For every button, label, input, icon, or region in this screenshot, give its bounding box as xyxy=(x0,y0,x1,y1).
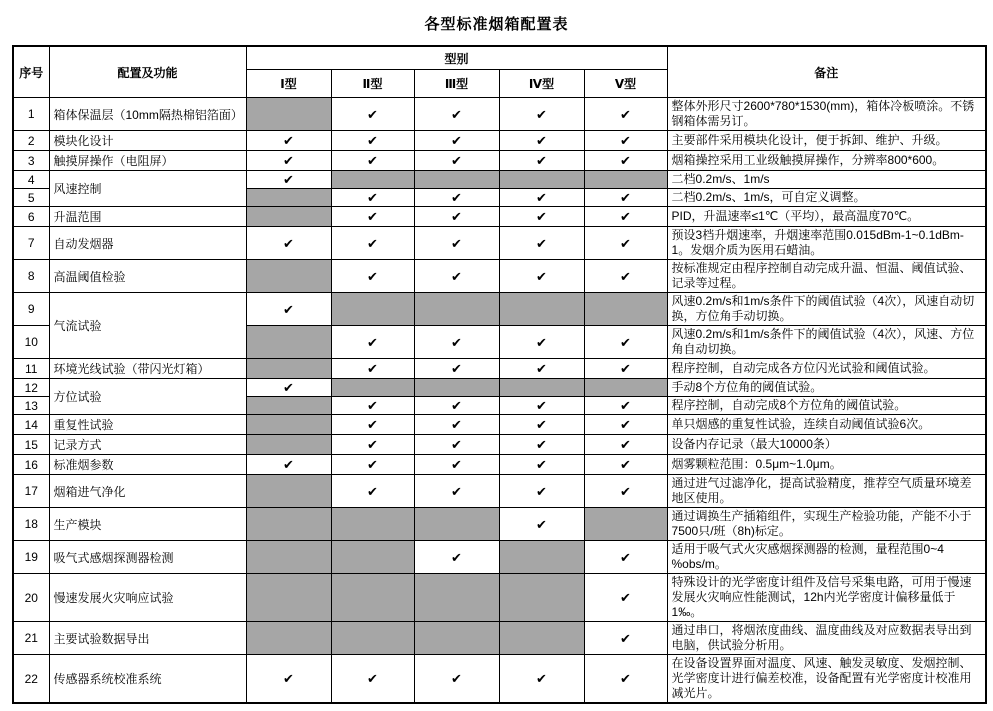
type-cell-shaded xyxy=(246,435,331,455)
type-cell-shaded xyxy=(331,171,414,189)
type-cell-check xyxy=(331,189,414,207)
check-icon: ✔ xyxy=(536,437,547,452)
type-cell-check xyxy=(331,475,414,508)
remark-cell: 二档0.2m/s、1m/s xyxy=(667,171,986,189)
type-cell-check xyxy=(331,207,414,227)
check-icon: ✔ xyxy=(283,172,294,187)
config-name: 吸气式感烟探测器检测 xyxy=(49,541,246,574)
check-icon: ✔ xyxy=(536,671,547,686)
type-cell-check xyxy=(584,260,667,293)
row-index: 8 xyxy=(13,260,49,293)
check-icon: ✔ xyxy=(451,417,462,432)
type-cell-shaded xyxy=(584,171,667,189)
type-cell-check xyxy=(414,415,499,435)
check-icon: ✔ xyxy=(620,630,631,646)
type-cell-check xyxy=(499,207,584,227)
type-cell-shaded xyxy=(499,171,584,189)
type-cell-shaded xyxy=(499,293,584,326)
check-icon: ✔ xyxy=(536,361,547,376)
type-cell-check xyxy=(584,359,667,379)
type-cell-check xyxy=(331,326,414,359)
row-index: 21 xyxy=(13,622,49,655)
check-icon: ✔ xyxy=(536,457,547,472)
table-row xyxy=(13,131,986,151)
type-cell-check xyxy=(331,131,414,151)
type-cell-shaded xyxy=(331,574,414,622)
remark-cell: 设备内存记录（最大10000条） xyxy=(667,435,986,455)
type-cell-check xyxy=(331,260,414,293)
check-icon: ✔ xyxy=(620,361,631,376)
type-cell-check xyxy=(499,455,584,475)
type-cell-check xyxy=(499,397,584,415)
table-row xyxy=(13,655,986,704)
table-header xyxy=(13,46,986,98)
table-row xyxy=(13,98,986,131)
check-icon: ✔ xyxy=(451,334,462,350)
type-cell-check xyxy=(414,207,499,227)
type-cell-check xyxy=(584,151,667,171)
check-icon: ✔ xyxy=(620,268,631,284)
row-index: 12 xyxy=(13,379,49,397)
type-cell-shaded xyxy=(246,98,331,131)
remark-cell: PID，升温速率≤1℃（平均），最高温度70℃。 xyxy=(667,207,986,227)
check-icon: ✔ xyxy=(367,133,378,148)
type-cell-check xyxy=(584,397,667,415)
type-cell-shaded xyxy=(331,508,414,541)
row-index: 20 xyxy=(13,574,49,622)
header-type-5: Ⅴ型 xyxy=(584,70,667,98)
header-type-1: Ⅰ型 xyxy=(246,70,331,98)
type-cell-shaded xyxy=(246,508,331,541)
remark-cell: 按标准规定由程序控制自动完成升温、恒温、阈值试验、记录等过程。 xyxy=(667,260,986,293)
type-cell-shaded xyxy=(246,359,331,379)
type-cell-check xyxy=(246,151,331,171)
type-cell-shaded xyxy=(246,475,331,508)
check-icon: ✔ xyxy=(620,417,631,432)
row-index: 14 xyxy=(13,415,49,435)
check-icon: ✔ xyxy=(283,153,294,168)
remark-cell: 适用于吸气式火灾感烟探测器的检测，量程范围0~4 %obs/m。 xyxy=(667,541,986,574)
check-icon: ✔ xyxy=(536,334,547,350)
remark-cell: 二档0.2m/s、1m/s，可自定义调整。 xyxy=(667,189,986,207)
type-cell-check xyxy=(584,415,667,435)
type-cell-check xyxy=(246,655,331,704)
type-cell-shaded xyxy=(584,293,667,326)
type-cell-check xyxy=(414,227,499,260)
check-icon: ✔ xyxy=(620,153,631,168)
type-cell-shaded xyxy=(331,541,414,574)
type-cell-check xyxy=(499,415,584,435)
check-icon: ✔ xyxy=(620,209,631,224)
type-cell-check xyxy=(414,397,499,415)
type-cell-check xyxy=(246,379,331,397)
row-index: 15 xyxy=(13,435,49,455)
check-icon: ✔ xyxy=(620,549,631,565)
check-icon: ✔ xyxy=(283,457,294,472)
table-row xyxy=(13,415,986,435)
type-cell-shaded xyxy=(246,189,331,207)
type-cell-check xyxy=(246,131,331,151)
type-cell-shaded xyxy=(331,293,414,326)
type-cell-check xyxy=(584,655,667,704)
check-icon: ✔ xyxy=(367,268,378,284)
check-icon: ✔ xyxy=(536,153,547,168)
check-icon: ✔ xyxy=(620,590,631,605)
remark-cell: 预设3档升烟速率，升烟速率范围0.015dBm-1~0.1dBm-1。发烟介质为医用石蜡油。 xyxy=(667,227,986,260)
check-icon: ✔ xyxy=(536,417,547,432)
table-row xyxy=(13,455,986,475)
remark-cell: 风速0.2m/s和1m/s条件下的阈值试验（4次），风速自动切换，方位角手动切换。 xyxy=(667,293,986,326)
row-index: 11 xyxy=(13,359,49,379)
type-cell-shaded xyxy=(246,260,331,293)
table-row xyxy=(13,171,986,189)
table-row xyxy=(13,293,986,326)
type-cell-check xyxy=(414,435,499,455)
type-cell-check xyxy=(499,359,584,379)
standard-smoke-chamber-config-table xyxy=(12,45,987,704)
type-cell-check xyxy=(499,227,584,260)
header-remark: 备注 xyxy=(667,46,986,98)
row-index: 19 xyxy=(13,541,49,574)
table-body xyxy=(13,98,986,704)
remark-cell: 风速0.2m/s和1m/s条件下的阈值试验（4次），风速、方位角自动切换。 xyxy=(667,326,986,359)
check-icon: ✔ xyxy=(620,671,631,686)
header-index: 序号 xyxy=(13,46,49,98)
check-icon: ✔ xyxy=(367,334,378,350)
check-icon: ✔ xyxy=(451,209,462,224)
type-cell-shaded xyxy=(584,379,667,397)
row-index: 3 xyxy=(13,151,49,171)
table-row xyxy=(13,541,986,574)
type-cell-check xyxy=(584,622,667,655)
check-icon: ✔ xyxy=(451,190,462,205)
check-icon: ✔ xyxy=(451,549,462,565)
type-cell-check xyxy=(414,359,499,379)
type-cell-shaded xyxy=(414,574,499,622)
type-cell-shaded xyxy=(331,622,414,655)
check-icon: ✔ xyxy=(536,190,547,205)
check-icon: ✔ xyxy=(620,133,631,148)
check-icon: ✔ xyxy=(367,437,378,452)
table-row xyxy=(13,379,986,397)
config-name: 传感器系统校准系统 xyxy=(49,655,246,704)
config-name: 环境光线试验（带闪光灯箱） xyxy=(49,359,246,379)
check-icon: ✔ xyxy=(451,268,462,284)
type-cell-check xyxy=(331,655,414,704)
type-cell-shaded xyxy=(246,622,331,655)
type-cell-check xyxy=(584,574,667,622)
row-index: 4 xyxy=(13,171,49,189)
check-icon: ✔ xyxy=(536,106,547,122)
type-cell-shaded xyxy=(414,508,499,541)
check-icon: ✔ xyxy=(536,235,547,251)
type-cell-check xyxy=(414,655,499,704)
type-cell-check xyxy=(331,455,414,475)
table-row xyxy=(13,260,986,293)
type-cell-shaded xyxy=(414,622,499,655)
type-cell-check xyxy=(499,189,584,207)
remark-cell: 程序控制，自动完成各方位闪光试验和阈值试验。 xyxy=(667,359,986,379)
type-cell-shaded xyxy=(331,379,414,397)
row-index: 9 xyxy=(13,293,49,326)
type-cell-check xyxy=(584,435,667,455)
table-row xyxy=(13,151,986,171)
row-index: 10 xyxy=(13,326,49,359)
check-icon: ✔ xyxy=(367,235,378,251)
type-cell-check xyxy=(414,541,499,574)
type-cell-check xyxy=(499,131,584,151)
type-cell-check xyxy=(414,151,499,171)
type-cell-check xyxy=(584,98,667,131)
remark-cell: 手动8个方位角的阈值试验。 xyxy=(667,379,986,397)
check-icon: ✔ xyxy=(620,334,631,350)
check-icon: ✔ xyxy=(367,106,378,122)
remark-cell: 烟箱操控采用工业级触摸屏操作，分辨率800*600。 xyxy=(667,151,986,171)
type-cell-check xyxy=(414,326,499,359)
table-row xyxy=(13,574,986,622)
type-cell-check xyxy=(499,655,584,704)
type-cell-shaded xyxy=(414,171,499,189)
type-cell-check xyxy=(584,227,667,260)
type-cell-check xyxy=(246,171,331,189)
config-name: 触摸屏操作（电阻屏） xyxy=(49,151,246,171)
table-row xyxy=(13,435,986,455)
table-row xyxy=(13,227,986,260)
type-cell-shaded xyxy=(246,397,331,415)
table-row xyxy=(13,508,986,541)
config-name: 气流试验 xyxy=(49,293,246,359)
config-name: 烟箱进气净化 xyxy=(49,475,246,508)
check-icon: ✔ xyxy=(620,457,631,472)
header-config: 配置及功能 xyxy=(49,46,246,98)
config-name: 生产模块 xyxy=(49,508,246,541)
check-icon: ✔ xyxy=(451,398,462,413)
type-cell-check xyxy=(584,131,667,151)
check-icon: ✔ xyxy=(620,106,631,122)
check-icon: ✔ xyxy=(283,380,294,395)
row-index: 18 xyxy=(13,508,49,541)
config-name: 高温阈值检验 xyxy=(49,260,246,293)
type-cell-check xyxy=(499,98,584,131)
remark-cell: 整体外形尺寸2600*780*1530(mm)，箱体冷板喷涂。不锈钢箱体需另订。 xyxy=(667,98,986,131)
check-icon: ✔ xyxy=(367,457,378,472)
type-cell-check xyxy=(331,359,414,379)
header-type-2: Ⅱ型 xyxy=(331,70,414,98)
type-cell-check xyxy=(331,151,414,171)
check-icon: ✔ xyxy=(367,671,378,686)
check-icon: ✔ xyxy=(367,190,378,205)
remark-cell: 通过进气过滤净化，提高试验精度，推荐空气质量环境差地区使用。 xyxy=(667,475,986,508)
type-cell-shaded xyxy=(246,207,331,227)
row-index: 6 xyxy=(13,207,49,227)
header-row-top xyxy=(13,46,986,70)
config-name: 风速控制 xyxy=(49,171,246,207)
config-name: 慢速发展火灾响应试验 xyxy=(49,574,246,622)
type-cell-shaded xyxy=(499,379,584,397)
type-cell-shaded xyxy=(246,541,331,574)
config-name: 主要试验数据导出 xyxy=(49,622,246,655)
check-icon: ✔ xyxy=(620,483,631,499)
type-cell-check xyxy=(584,189,667,207)
remark-cell: 通过串口，将烟浓度曲线、温度曲线及对应数据表导出到电脑，供试验分析用。 xyxy=(667,622,986,655)
check-icon: ✔ xyxy=(536,398,547,413)
header-type-group: 型别 xyxy=(246,46,667,70)
remark-cell: 单只烟感的重复性试验，连续自动阈值试验6次。 xyxy=(667,415,986,435)
type-cell-check xyxy=(584,475,667,508)
type-cell-shaded xyxy=(414,379,499,397)
check-icon: ✔ xyxy=(451,671,462,686)
type-cell-check xyxy=(331,435,414,455)
check-icon: ✔ xyxy=(451,457,462,472)
type-cell-shaded xyxy=(246,326,331,359)
remark-cell: 在设备设置界面对温度、风速、触发灵敏度、发烟控制、光学密度计进行偏差校准，设备配置有光学密度计校准用减光片。 xyxy=(667,655,986,704)
check-icon: ✔ xyxy=(283,235,294,251)
type-cell-check xyxy=(584,541,667,574)
check-icon: ✔ xyxy=(620,398,631,413)
remark-cell: 通过调换生产插箱组件，实现生产检验功能，产能不小于7500只/班（8h)标定。 xyxy=(667,508,986,541)
check-icon: ✔ xyxy=(283,133,294,148)
check-icon: ✔ xyxy=(536,483,547,499)
type-cell-check xyxy=(499,508,584,541)
remark-cell: 程序控制，自动完成8个方位角的阈值试验。 xyxy=(667,397,986,415)
remark-cell: 烟雾颗粒范围：0.5μm~1.0μm。 xyxy=(667,455,986,475)
row-index: 7 xyxy=(13,227,49,260)
config-name: 自动发烟器 xyxy=(49,227,246,260)
check-icon: ✔ xyxy=(451,483,462,499)
type-cell-check xyxy=(499,435,584,455)
config-name: 重复性试验 xyxy=(49,415,246,435)
table-row xyxy=(13,475,986,508)
type-cell-check xyxy=(414,131,499,151)
check-icon: ✔ xyxy=(451,437,462,452)
check-icon: ✔ xyxy=(536,516,547,532)
type-cell-check xyxy=(499,326,584,359)
check-icon: ✔ xyxy=(451,133,462,148)
check-icon: ✔ xyxy=(620,437,631,452)
config-name: 方位试验 xyxy=(49,379,246,415)
type-cell-shaded xyxy=(246,574,331,622)
config-name: 记录方式 xyxy=(49,435,246,455)
type-cell-check xyxy=(331,227,414,260)
config-name: 标准烟参数 xyxy=(49,455,246,475)
check-icon: ✔ xyxy=(536,209,547,224)
type-cell-shaded xyxy=(414,293,499,326)
config-name: 升温范围 xyxy=(49,207,246,227)
type-cell-check xyxy=(499,260,584,293)
check-icon: ✔ xyxy=(367,483,378,499)
type-cell-shaded xyxy=(246,415,331,435)
check-icon: ✔ xyxy=(367,361,378,376)
row-index: 16 xyxy=(13,455,49,475)
check-icon: ✔ xyxy=(367,398,378,413)
type-cell-shaded xyxy=(584,508,667,541)
check-icon: ✔ xyxy=(367,153,378,168)
check-icon: ✔ xyxy=(451,153,462,168)
type-cell-check xyxy=(331,415,414,435)
row-index: 5 xyxy=(13,189,49,207)
check-icon: ✔ xyxy=(367,209,378,224)
check-icon: ✔ xyxy=(536,268,547,284)
type-cell-check xyxy=(246,293,331,326)
check-icon: ✔ xyxy=(620,235,631,251)
check-icon: ✔ xyxy=(451,106,462,122)
type-cell-shaded xyxy=(499,622,584,655)
type-cell-check xyxy=(331,98,414,131)
row-index: 13 xyxy=(13,397,49,415)
type-cell-check xyxy=(584,455,667,475)
header-type-4: Ⅳ型 xyxy=(499,70,584,98)
type-cell-check xyxy=(499,151,584,171)
type-cell-check xyxy=(331,397,414,415)
header-type-3: Ⅲ型 xyxy=(414,70,499,98)
check-icon: ✔ xyxy=(536,133,547,148)
type-cell-check xyxy=(246,227,331,260)
check-icon: ✔ xyxy=(620,190,631,205)
type-cell-check xyxy=(414,189,499,207)
check-icon: ✔ xyxy=(451,235,462,251)
table-row xyxy=(13,359,986,379)
row-index: 1 xyxy=(13,98,49,131)
type-cell-check xyxy=(414,455,499,475)
table-row xyxy=(13,207,986,227)
type-cell-check xyxy=(414,260,499,293)
type-cell-check xyxy=(414,98,499,131)
page-title: 各型标准烟箱配置表 xyxy=(424,16,569,33)
check-icon: ✔ xyxy=(367,417,378,432)
type-cell-check xyxy=(414,475,499,508)
type-cell-check xyxy=(584,207,667,227)
row-index: 2 xyxy=(13,131,49,151)
row-index: 22 xyxy=(13,655,49,704)
type-cell-check xyxy=(246,455,331,475)
type-cell-shaded xyxy=(499,541,584,574)
remark-cell: 主要部件采用模块化设计，便于拆卸、维护、升级。 xyxy=(667,131,986,151)
remark-cell: 特殊设计的光学密度计组件及信号采集电路，可用于慢速发展火灾响应性能测试，12h内光学密度计偏移量低于1‰。 xyxy=(667,574,986,622)
row-index: 17 xyxy=(13,475,49,508)
type-cell-shaded xyxy=(499,574,584,622)
table-row xyxy=(13,622,986,655)
check-icon: ✔ xyxy=(451,361,462,376)
check-icon: ✔ xyxy=(283,671,294,686)
type-cell-check xyxy=(499,475,584,508)
config-name: 箱体保温层（10mm隔热棉铝箔面） xyxy=(49,98,246,131)
config-name: 模块化设计 xyxy=(49,131,246,151)
check-icon: ✔ xyxy=(283,301,294,317)
type-cell-check xyxy=(584,326,667,359)
